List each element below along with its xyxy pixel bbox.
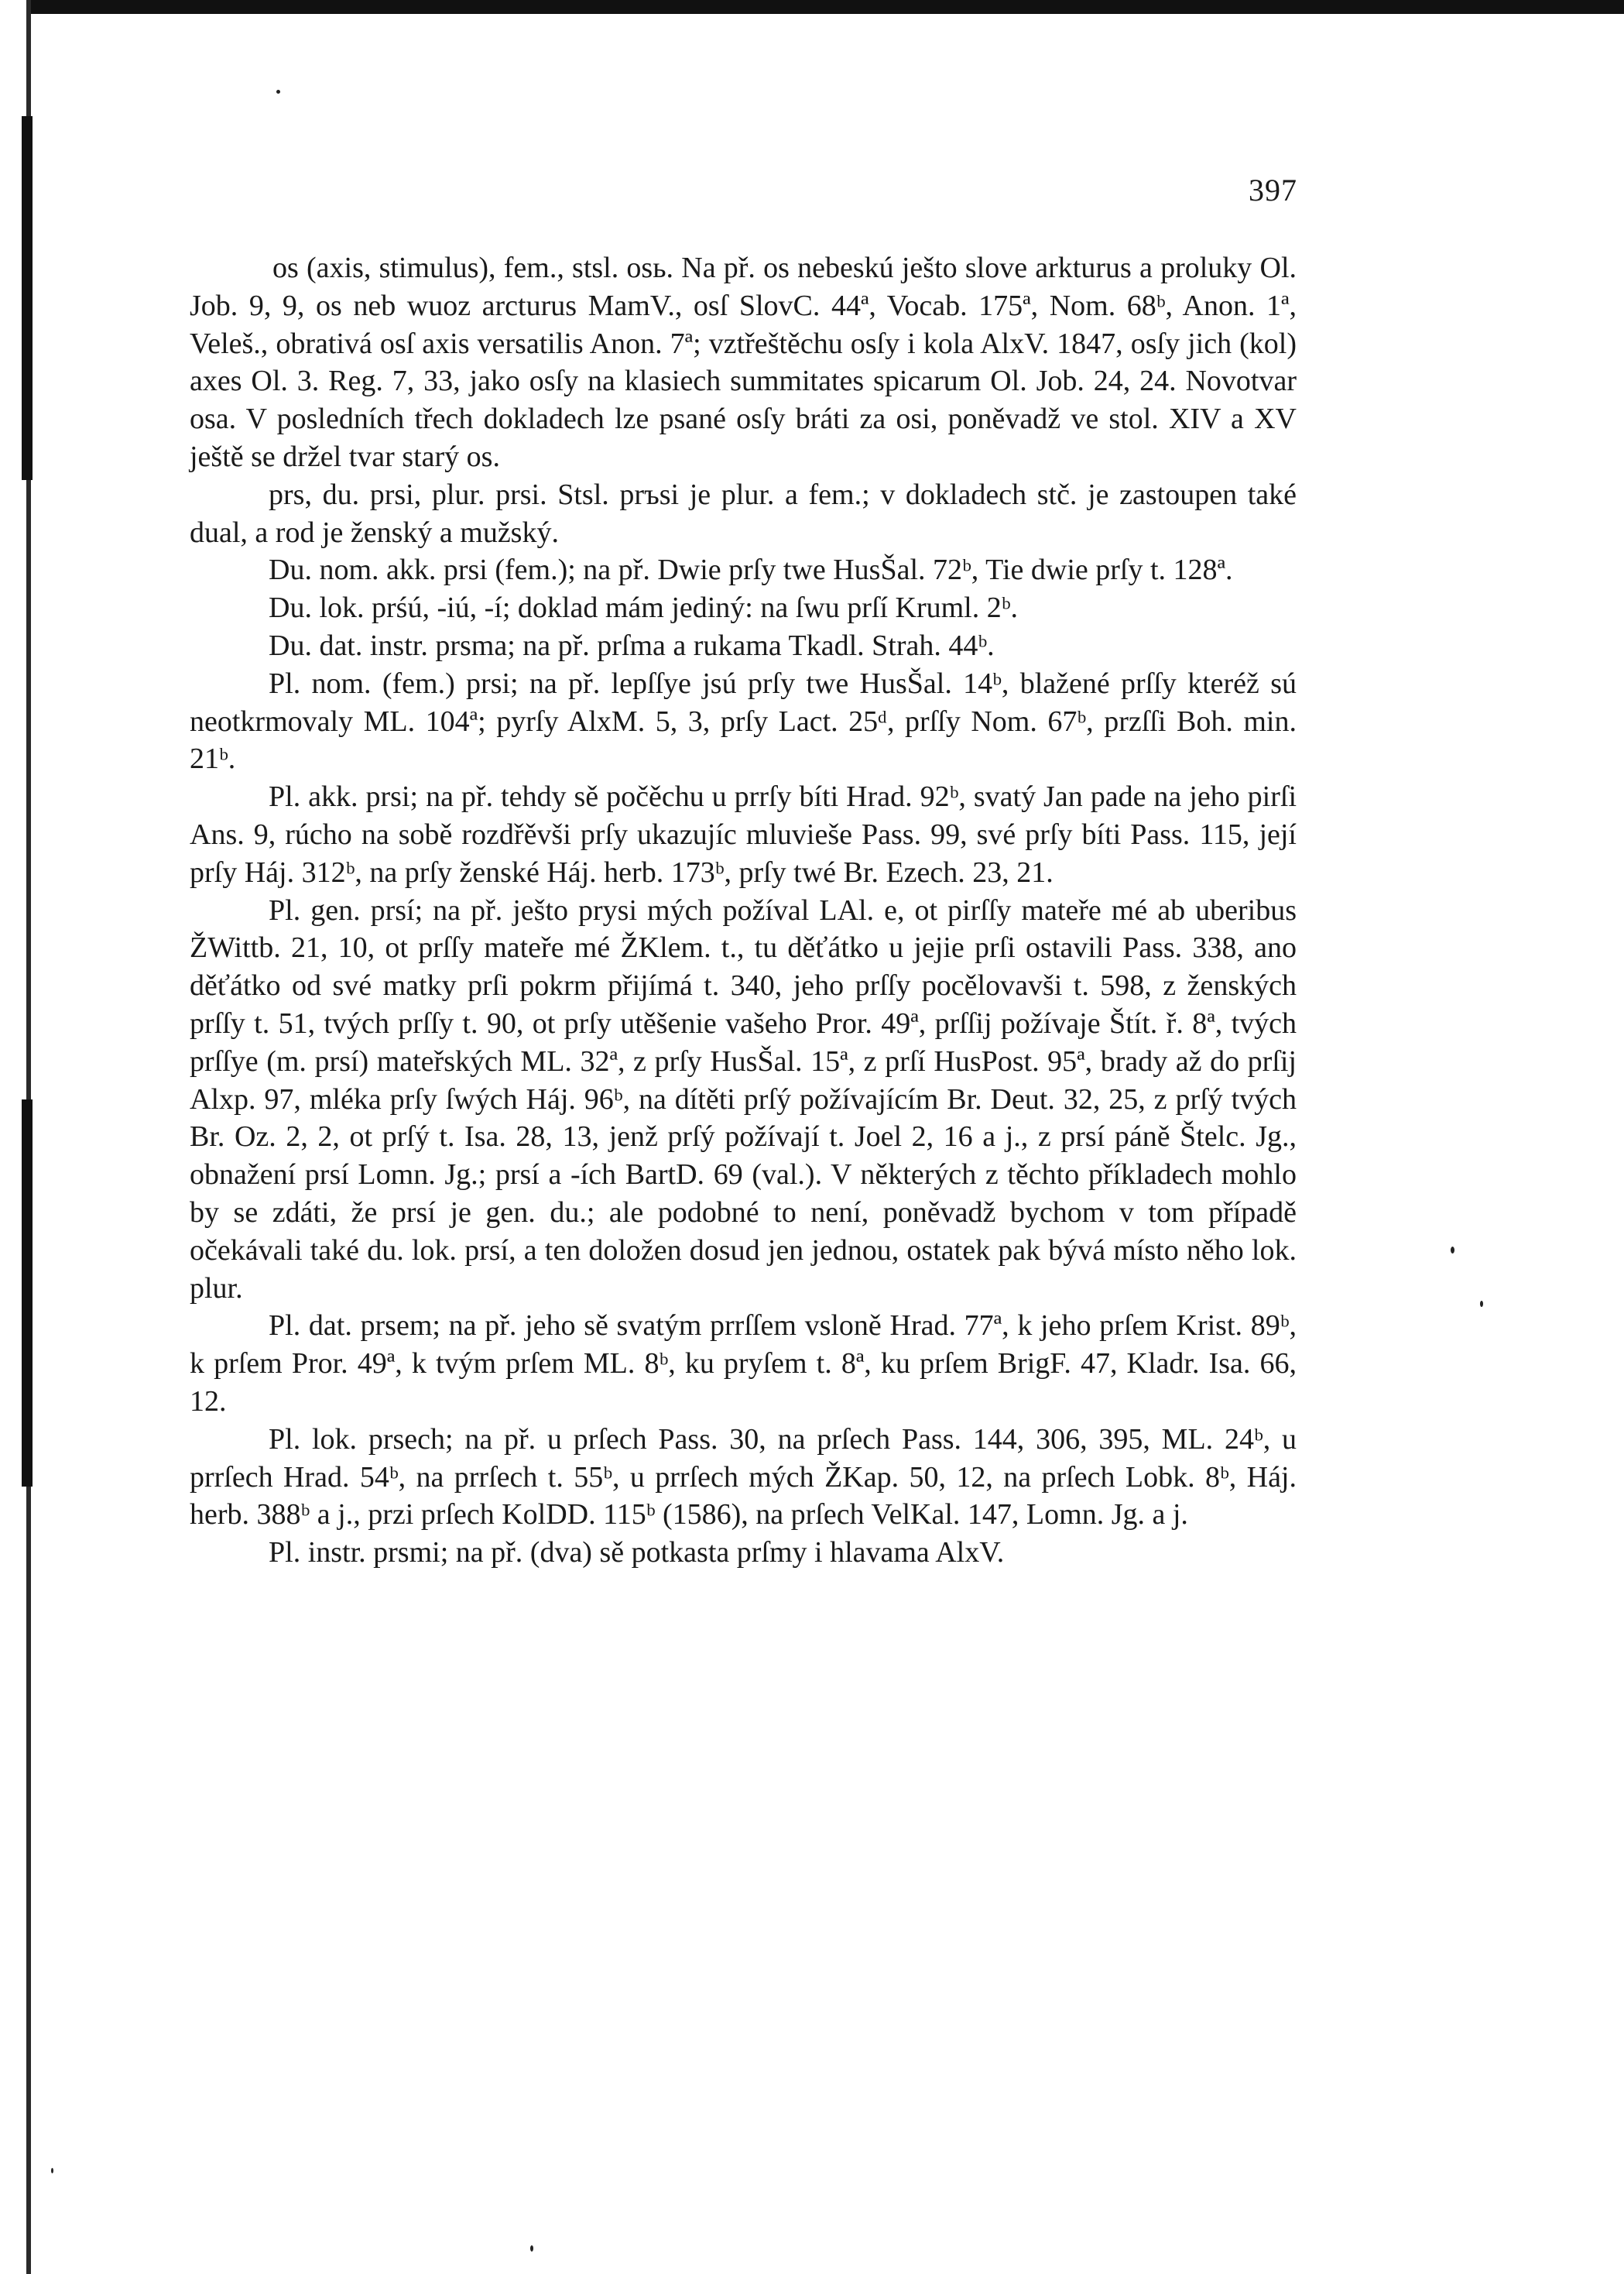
scan-binding-mark <box>22 1099 33 1487</box>
paragraph-pl-lok: Pl. lok. prsech; na př. u prſech Pass. 30, na prſech Pass. 144, 306, 395, ML. 24ᵇ, u prrſech Hrad. 54ᵇ, na prrſech t. 55ᵇ, u prrſech mých ŽKap. 50, 12, na prſech Lobk. 8ᵇ, Háj. herb. 388ᵇ a j., przi prſech KolDD. 115ᵇ (1586), na prſech VelKal. 147, Lomn. Jg. a j. <box>190 1422 1297 1531</box>
scan-speck <box>1480 1301 1483 1307</box>
paragraph-pl-gen: Pl. gen. prsí; na př. ještо prysi mých požíval LAl. e, ot pirſſy mateře mé ab uberibus ŽWittb. 21, 10, ot prſſy mateře mé ŽKlem. t., tu děťátko u jejie prſi ostavili Pass. 338, ano děťátko od své matky prſi pokrm přijímá t. 340, jeho prſſy pocělovavši t. 598, z ženských prſſy t. 51, tvých prſſy t. 90, ot prſy utěšenie vašeho Pror. 49ª, prſſij požívaje Štít. ř. 8ª, tvých prſſye (m. prsí) mateřských ML. 32ª, z prſy HusŠal. 15ª, z prſí HusPost. 95ª, brady až do prſij Alxp. 97, mléka prſy ſwých Háj. 96ᵇ, na dítěti prſý požívajícím Br. Deut. 32, 25, z prſý tvých Br. Oz. 2, 2, ot prſý t. Isa. 28, 13, jenž prſý požívají t. Joel 2, 16 a j., z prsí páně Štelc. Jg., obnažení prsí Lomn. Jg.; prsí a -ích BartD. 69 (val.). V některých z těchto příkladech mohlo by se zdáti, že prsí je gen. du.; ale podobné to není, poněvadž bychom v tom případě očekávali také du. lok. prsí, a ten doložen dosud jen jednou, ostatek pak bývá místo něho lok. plur. <box>190 893 1297 1305</box>
paragraph-pl-dat: Pl. dat. prsem; na př. jeho sě svatým prrſſem vsloně Hrad. 77ª, k jeho prſem Krist. 89ᵇ, k prſem Pror. 49ª, k tvým prſem ML. 8ᵇ, ku pryſem t. 8ª, ku prſem BrigF. 47, Kladr. Isa. 66, 12. <box>190 1309 1297 1418</box>
paragraph-du-dat: Du. dat. instr. prsma; na př. prſma a rukama Tkadl. Strah. 44ᵇ. <box>269 629 995 662</box>
paragraph-prs-intro: prs, du. prsi, plur. prsi. Stsl. prъsi je plur. a fem.; v dokladech stč. je zastoupen také dual, a rod je ženský a mužský. <box>190 478 1297 549</box>
page-number: 397 <box>1249 173 1297 208</box>
scan-speck <box>276 90 280 94</box>
scan-speck <box>1451 1247 1454 1254</box>
paragraph-pl-akk: Pl. akk. prsi; na př. tehdy sě počěchu u prrſy bíti Hrad. 92ᵇ, svatý Jan pade na jeho pirſi Ans. 9, rúcho na sobě rozdřěvši prſy ukazujíc mluvieše Pass. 99, své prſy bíti Pass. 115, její prſy Háj. 312ᵇ, na prſy ženské Háj. herb. 173ᵇ, prſy twé Br. Ezech. 23, 21. <box>190 780 1297 889</box>
scan-top-border <box>0 0 1624 14</box>
dictionary-entry-text <box>190 249 1297 1572</box>
scan-speck <box>530 2245 533 2252</box>
paragraph-du-lok: Du. lok. prśú, -iú, -í; doklad mám jediný: na ſwu prſí Kruml. 2ᵇ. <box>269 592 1018 625</box>
paragraph-pl-instr: Pl. instr. prsmi; na př. (dva) sě potkasta prſmy i hlavama AlxV. <box>269 1536 1005 1569</box>
scan-speck <box>51 2168 53 2173</box>
paragraph-os: os (axis, stimulus), fem., stsl. osь. Na př. os nebeskú ještо slove arkturus a proluky Ol. Job. 9, 9, os neb wuoz arcturus MamV., osſ SlovC. 44ª, Vocab. 175ª, Nom. 68ᵇ, Anon. 1ª, Veleš., obrativá osſ axis versatilis Anon. 7ª; vztřeštěchu osſy i kola AlxV. 1847, osſy jich (kol) axes Ol. 3. Reg. 7, 33, jako osſy na klasiech summitates spicarum Ol. Job. 24, 24. Novotvar osa. V posledních třech dokladech lze psané osſy bráti za osi, poněvadž ve stol. XIV a XV ještě se držel tvar starý os. <box>190 252 1297 473</box>
paragraph-pl-nom: Pl. nom. (fem.) prsi; na př. lepſſye jsú prſy twe HusŠal. 14ᵇ, blažené prſſy kteréž sú neotkrmovaly ML. 104ª; pyrſy AlxM. 5, 3, prſy Lact. 25ᵈ, prſſy Nom. 67ᵇ, przſſi Boh. min. 21ᵇ. <box>190 667 1297 776</box>
paragraph-du-nom: Du. nom. akk. prsi (fem.); na př. Dwie prſy twe HusŠal. 72ᵇ, Tie dwie prſy t. 128ª. <box>269 554 1233 587</box>
scan-binding-mark <box>22 116 33 480</box>
